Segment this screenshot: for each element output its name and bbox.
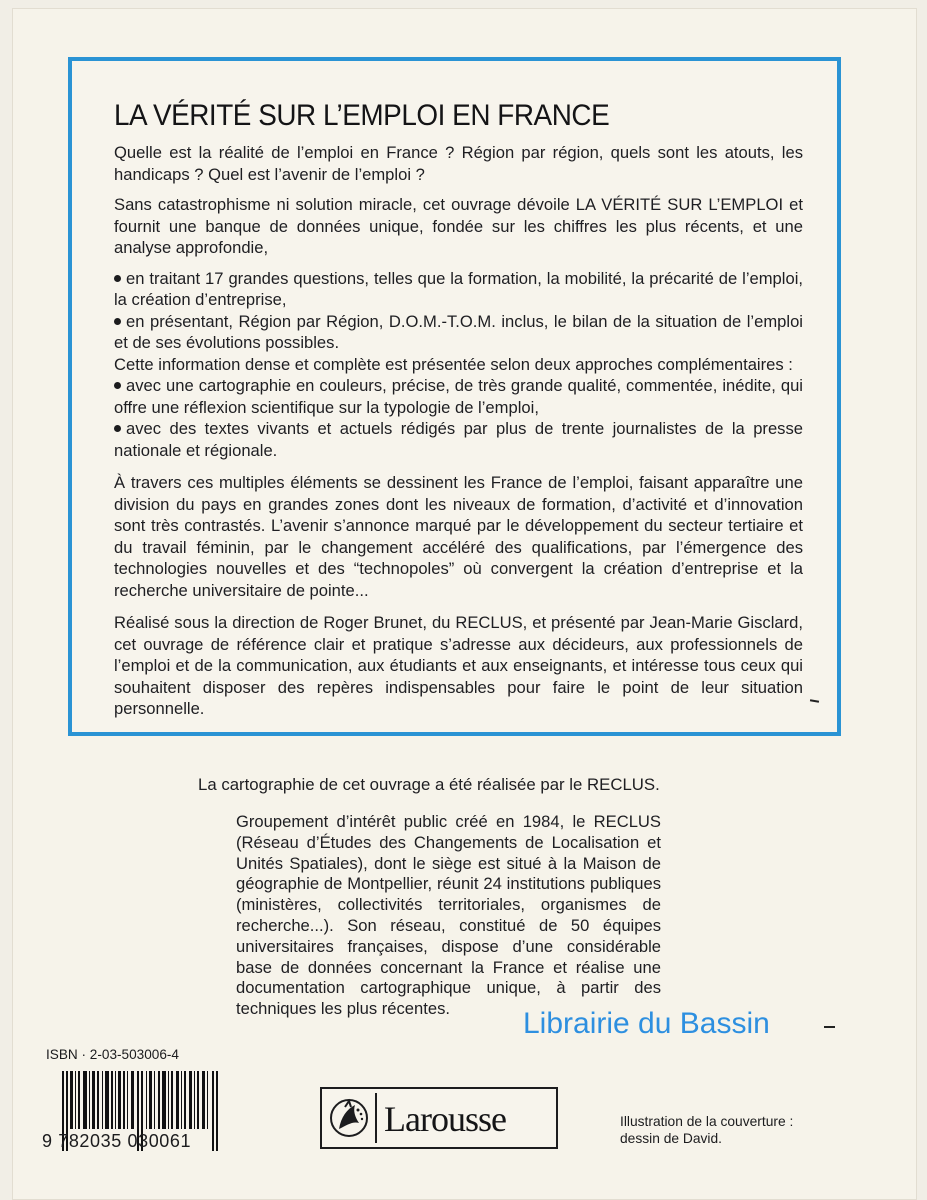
bullet-icon [114,425,121,432]
book-title: LA VÉRITÉ SUR L’EMPLOI EN FRANCE [114,99,610,132]
publisher-logo [320,1087,558,1149]
illustration-line-2: dessin de David. [620,1130,723,1146]
paragraph-1: Sans catastrophisme ni solution miracle, cet ouvrage dévoile LA VÉRITÉ SUR L’EMPLOI et fournit une banque de données unique, fondée sur les chiffres les plus récents, et une analyse approfondie, [114,195,803,257]
cartography-credit: La cartographie de cet ouvrage a été réalisée par le RECLUS. [198,775,660,794]
illustration-line-1: Illustration de la couverture : [620,1114,794,1129]
reclus-description: Groupement d’intérêt public créé en 1984, le RECLUS (Réseau d’Études des Changements de Localisation et Unités Spatiales), dont le siège est situé à la Maison de géographie de Montpellier, réunit 24 institutions publiques (ministères, collectivités territoriales, organismes de recherche...). Son réseau, constitué de 50 équipes universitaires françaises, dispose d’une considérable base de données concernant la France et réalise une documentation cartographique unique, à partir des techniques les plus récentes. [236,812,661,1019]
bullet-icon [114,318,121,325]
isbn-label: ISBN · 2-03-503006-4 [46,1047,179,1062]
barcode-digits: 9 782035 030061 [42,1131,192,1151]
bullet-text: avec des textes vivants et actuels rédigés par plus de trente journalistes de la presse nationale et régionale. [114,419,803,460]
paragraph-3: À travers ces multiples éléments se dessinent les France de l’emploi, faisant apparaître une division du pays en grandes zones dont les niveaux de formation, d’activité et d’innovation sont très contrastés. L’avenir s’annonce marqué par le développement du secteur tertiaire et du travail féminin, par le changement accéléré des qualifications, par l’émergence des technologies nouvelles et des “technopoles” où convergent la création d’entreprise et la recherche universitaire de pointe... [114,473,803,600]
bullet-text: en présentant, Région par Région, D.O.M.-T.O.M. inclus, le bilan de la situation de l’emploi et de ses évolutions possibles. [114,311,803,352]
bullet-item [114,418,803,461]
ink-mark [824,1026,835,1028]
bullet-item [114,268,803,311]
seller-watermark: Librairie du Bassin [523,1007,770,1040]
blurb-content [114,99,803,720]
bullet-item [114,311,803,354]
ink-mark [810,699,819,703]
paragraph-2: Cette information dense et complète est présentée selon deux approches complémentaires : [114,354,793,374]
bullet-text: avec une cartographie en couleurs, précise, de très grande qualité, commentée, inédite, qui offre une réflexion scientifique sur la typologie de l’emploi, [114,376,803,417]
bullet-text: en traitant 17 grandes questions, telles que la formation, la mobilité, la précarité de l’emploi, la création d’entreprise, [114,268,803,309]
bullet-icon [114,275,121,282]
bullet-icon [114,382,121,389]
publisher-name: Larousse [384,1099,506,1139]
sower-emblem-icon [325,1093,377,1143]
blurb-panel [68,57,841,736]
cover-illustration-credit [620,1114,793,1147]
paragraph-4: Réalisé sous la direction de Roger Brunet, du RECLUS, et présenté par Jean-Marie Gisclard, cet ouvrage de référence clair et pratique s’adresse aux décideurs, aux professionnels de l’emploi et de la communication, aux étudiants et aux enseignants, et intéresse tous ceux qui souhaitent disposer des repères indispensables pour faire le point de leur situation personnelle. [114,613,803,718]
intro-paragraph: Quelle est la réalité de l’emploi en France ? Région par région, quels sont les atouts, les handicaps ? Quel est l’avenir de l’emploi ? [114,143,803,184]
bullet-item [114,375,803,418]
